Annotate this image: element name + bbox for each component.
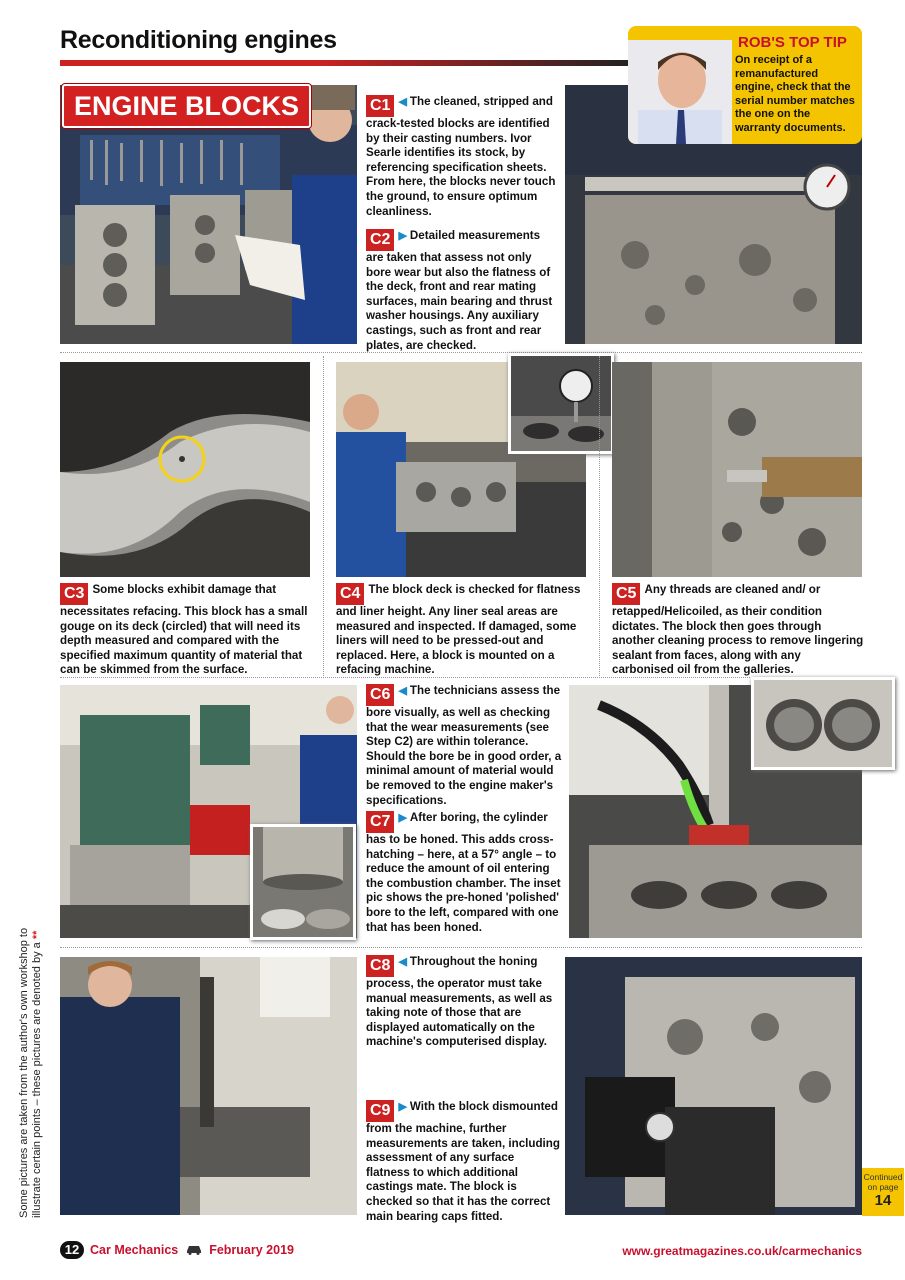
photo-c9-block-check [565,957,862,1215]
step-label-c8: C8 [366,955,394,977]
arrow-right-icon: ▶ [398,1101,407,1113]
caption-c8 [366,955,560,1050]
continued-label: Continued on page [863,1172,903,1192]
step-label-c9: C9 [366,1100,394,1122]
photo-c3-gouge [60,362,310,577]
arrow-right-icon: ▶ [398,230,407,242]
top-tip-box [628,26,862,144]
divider-col1 [323,356,324,676]
side-note-text: Some pictures are taken from the author's own workshop to illustrate certain points – these pictures are denoted by a [18,927,43,1218]
step-label-c5: C5 [612,583,640,605]
car-icon [185,1244,203,1258]
caption-text-c5: Any threads are cleaned and/ or retapped/Helicoiled, as their condition dictates. The block then goes through another cleaning process to remove lingering sealant from faces, along with any carbonised oil from the galleries. [612,583,864,677]
issue-date: February 2019 [209,1243,294,1257]
step-label-c7: C7 [366,811,394,833]
magazine-name: Car Mechanics [90,1243,179,1257]
caption-text-c2: Detailed measurements are taken that assess not only bore wear but also the flatness of the deck, front and rear mating surfaces, main bearing and thrust washer housings. Any auxiliary castings, such as front and rear plates, are checked. [366,229,553,352]
title-rule [60,60,630,66]
caption-c6 [366,684,564,808]
caption-text-c7: After boring, the cylinder has to be honed. This adds cross-hatching – here, at a 57° angle – to reduce the amount of oil entering the combustion chamber. The inset pic shows the pre-honed 'polished' bore to the left, compared with one that has been honed. [366,811,561,934]
section-badge: ENGINE BLOCKS [62,84,311,128]
top-tip-text: On receipt of a remanufactured engine, check that the serial number matches the one on the warranty documents. [735,54,855,134]
step-label-c6: C6 [366,684,394,706]
caption-text-c6: The technicians assess the bore visually, as well as checking that the wear measurements (see Step C2) are within tolerance. Should the bore be in good order, a minimal amount of material would be removed to the engine maker's specifications. [366,684,562,807]
caption-c2 [366,229,558,353]
caption-c5 [612,583,864,678]
photo-c7-inset-cylinders [751,677,895,770]
footer-url[interactable]: www.greatmagazines.co.uk/carmechanics [622,1244,862,1258]
side-note [18,898,44,1218]
page-title: Reconditioning engines [60,26,337,54]
divider-row3 [60,947,862,948]
tip-author-photo [628,40,732,144]
continued-page: 14 [874,1192,892,1209]
step-label-c2: C2 [366,229,394,251]
continued-box [862,1168,904,1216]
arrow-left-icon: ◀ [398,956,407,968]
page-number: 12 [60,1241,84,1259]
caption-c7 [366,811,564,935]
step-label-c1: C1 [366,95,394,117]
photo-c8-operator [60,957,357,1215]
caption-c3 [60,583,312,678]
divider-col2 [599,356,600,676]
top-tip-title: ROB'S TOP TIP [738,34,847,51]
arrow-left-icon: ◀ [398,685,407,697]
photo-c5-retapping [612,362,862,577]
footer-magazine [90,1243,294,1258]
caption-text-c4: The block deck is checked for flatness and liner height. Any liner seal areas are measured and inspected. If damaged, some liners will need to be pressed-out and replaced. Here, a block is mounted on a refacing machine. [336,583,581,677]
caption-text-c3: Some blocks exhibit damage that necessitates refacing. This block has a small gouge on its deck (circled) that will need its depth measured and compared with the specified maximum quantity of material that can be skimmed from the surface. [60,583,308,677]
arrow-left-icon: ◀ [398,96,407,108]
caption-c4 [336,583,588,678]
divider-row2 [60,677,862,678]
step-label-c4: C4 [336,583,364,605]
caption-text-c1: The cleaned, stripped and crack-tested blocks are identified by their casting numbers. Ivor Searle identifies its stock, by referencing specification sheets. From here, the blocks never touch the ground, to ensure optimum cleanliness. [366,95,556,218]
divider-row1 [60,352,862,353]
caption-c1 [366,95,558,219]
photo-c7-inset-bores [250,824,356,940]
side-note-marker: ** [31,930,43,940]
arrow-right-icon: ▶ [398,812,407,824]
caption-text-c8: Throughout the honing process, the operator must take manual measurements, as well as taking note of those that are displayed automatically on the machine's computerised display. [366,955,553,1049]
step-label-c3: C3 [60,583,88,605]
caption-c9 [366,1100,560,1224]
caption-text-c9: With the block dismounted from the machine, further measurements are taken, including assessment of any surface flatness to which additional castings mate. The block is checked so that it has the correct main bearing caps fitted. [366,1100,560,1223]
